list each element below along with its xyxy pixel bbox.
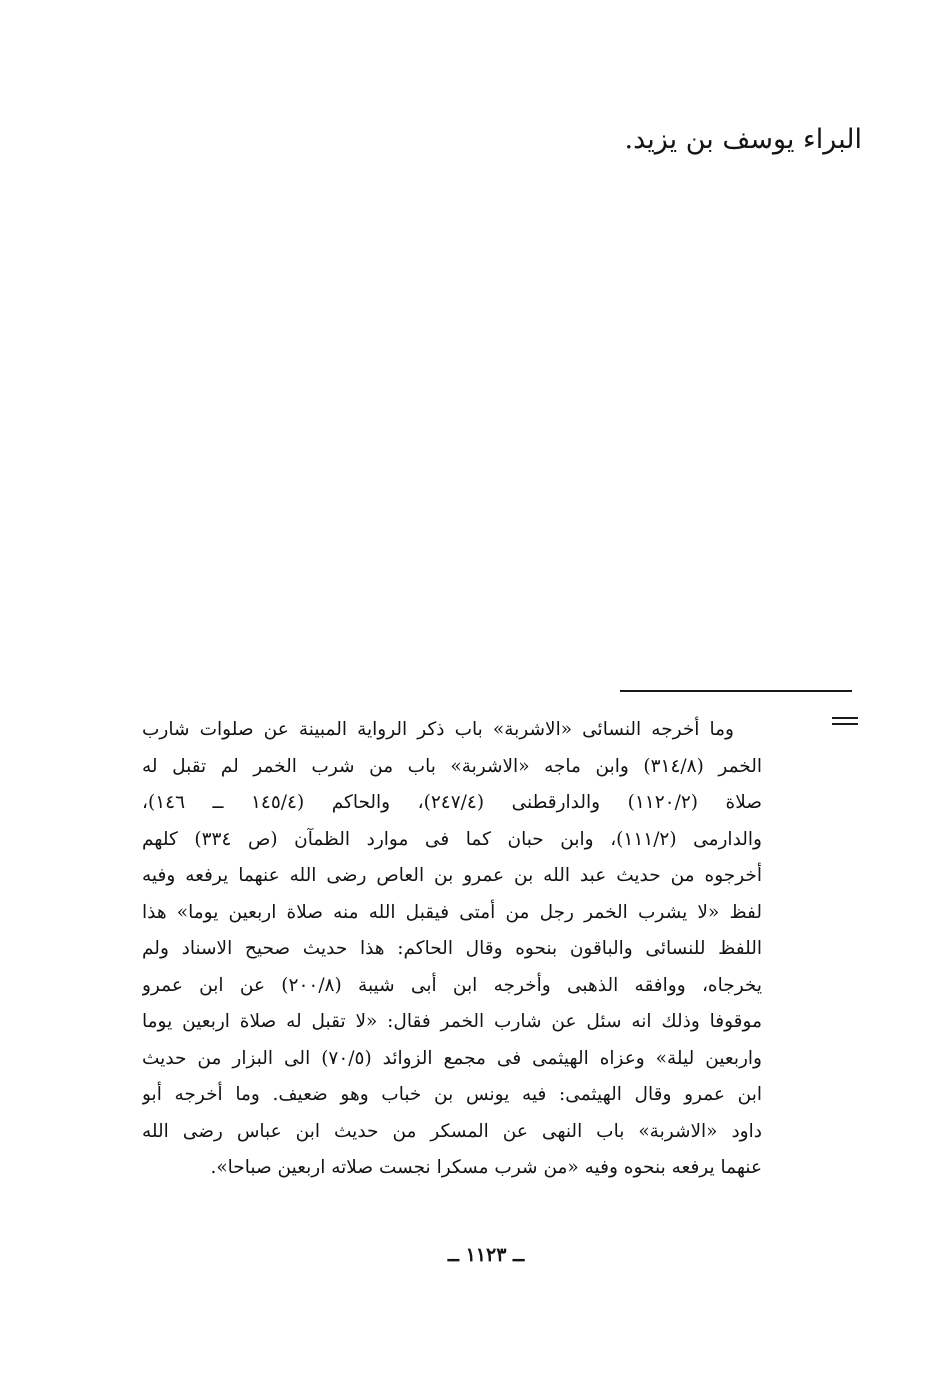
footnote-line: موقوفا وذلك انه سئل عن شارب الخمر فقال: «لا تقبل له صلاة اربعين يوما (142, 1011, 762, 1032)
footnote-line: واربعين ليلة» وعزاه الهيثمى فى مجمع الزوائد (٧٠/٥) الى البزار من حديث (142, 1047, 762, 1069)
footnote-line: داود «الاشربة» باب النهى عن المسكر من حديث ابن عباس رضى الله (142, 1120, 762, 1142)
footnote-marker (832, 717, 858, 726)
footnote-line: الخمر (٣١٤/٨) وابن ماجه «الاشربة» باب من شرب الخمر لم تقبل له (142, 755, 762, 777)
footnote-line: عنهما يرفعه بنحوه وفيه «من شرب مسكرا نجست صلاته اربعين صباحا». (210, 1157, 762, 1178)
footnote-separator (620, 690, 852, 692)
footnote-line: ابن عمرو وقال الهيثمى: فيه يونس بن خباب وهو ضعيف. وما أخرجه أبو (142, 1084, 762, 1105)
footnote-line: أخرجوه من حديث عبد الله بن عمرو بن العاص رضى الله عنهما يرفعه وفيه (142, 865, 762, 886)
footnote-line: اللفظ للنسائى والباقون بنحوه وقال الحاكم: هذا حديث صحيح الاسناد ولم (142, 938, 762, 959)
continued-text-line: البراء يوسف بن يزيد. (624, 124, 862, 155)
page-number: ــ ١١٢٣ ــ (447, 1244, 525, 1266)
footnote-line: لفظ «لا يشرب الخمر رجل من أمتى فيقبل الله منه صلاة اربعين يوما» هذا (142, 901, 762, 923)
footnote-line: وما أخرجه النسائى «الاشربة» باب ذكر الرواية المبينة عن صلوات شارب (142, 719, 734, 740)
footnote-line: صلاة (١١٢٠/٢) والدارقطنى (٢٤٧/٤)، والحاكم (١٤٥/٤ ــ ١٤٦)، (142, 792, 762, 813)
footnote-block (142, 712, 762, 1187)
footnote-line: والدارمى (١١١/٢)، وابن حبان كما فى موارد الظمآن (ص ٣٣٤) كلهم (142, 828, 762, 850)
footnote-line: يخرجاه، ووافقه الذهبى وأخرجه ابن أبى شيبة (٢٠٠/٨) عن ابن عمرو (142, 974, 762, 996)
